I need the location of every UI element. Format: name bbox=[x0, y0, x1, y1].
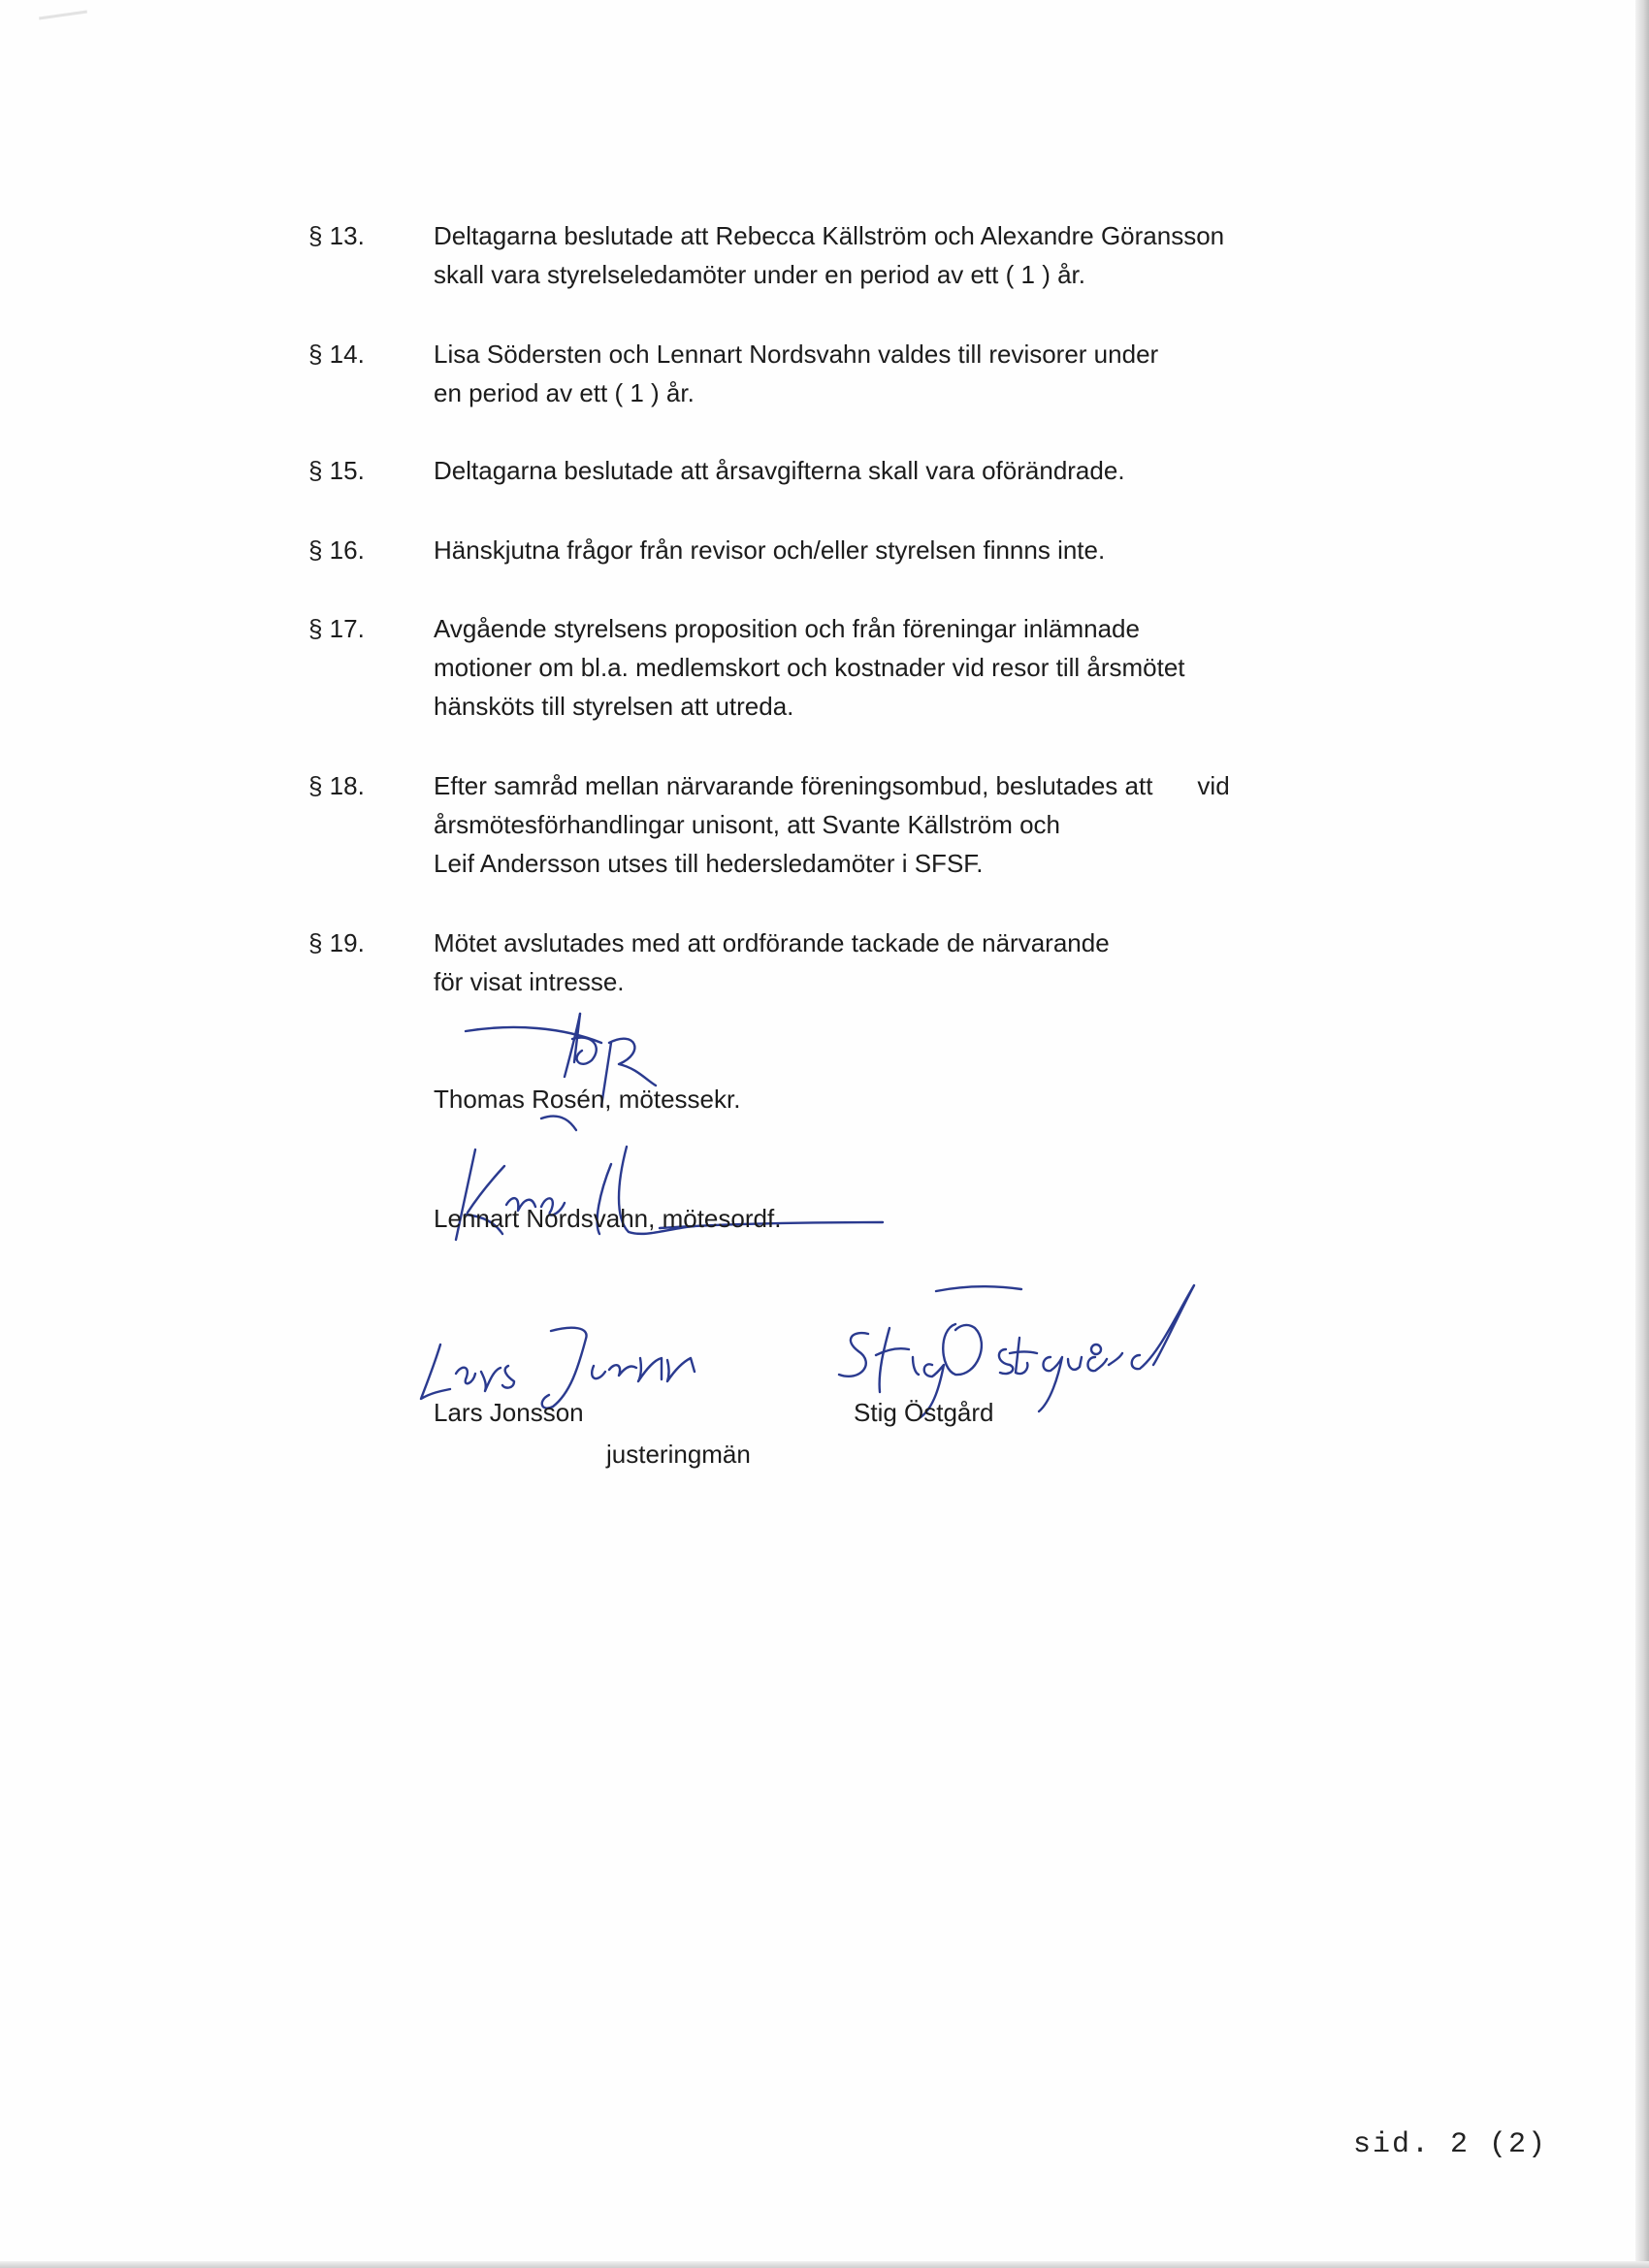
paragraph-text-19 bbox=[434, 923, 1307, 1001]
text-line: Deltagarna beslutade att Rebecca Källström och Alexandre Göransson bbox=[434, 221, 1225, 250]
paragraph-text-13 bbox=[434, 216, 1307, 294]
paragraph-text-17 bbox=[434, 609, 1307, 726]
paragraph-number-14: § 14. bbox=[308, 340, 365, 369]
adjusters-role: justeringmän bbox=[606, 1440, 751, 1469]
text-line-end: vid bbox=[1197, 771, 1230, 800]
text-line: en period av ett ( 1 ) år. bbox=[434, 378, 695, 407]
text-line: motioner om bl.a. medlemskort och kostnader vid resor till årsmötet bbox=[434, 653, 1185, 682]
text-line: skall vara styrelseledamöter under en period av ett ( 1 ) år. bbox=[434, 260, 1085, 289]
text-line: årsmötesförhandlingar unisont, att Svante Källström och bbox=[434, 810, 1061, 839]
paragraph-text-18 bbox=[434, 766, 1307, 883]
paragraph-number-17: § 17. bbox=[308, 614, 365, 643]
text-line: Efter samråd mellan närvarande föreningsombud, beslutades att bbox=[434, 771, 1153, 800]
scan-edge-bottom bbox=[0, 2261, 1649, 2268]
text-line: Avgående styrelsens proposition och från föreningar inlämnade bbox=[434, 614, 1140, 643]
secretary-name: Thomas Rosén, mötessekr. bbox=[434, 1085, 741, 1114]
paragraph-text-14 bbox=[434, 335, 1307, 412]
text-line: för visat intresse. bbox=[434, 967, 625, 996]
paragraph-text-16 bbox=[434, 531, 1307, 569]
paragraph-number-19: § 19. bbox=[308, 928, 365, 957]
paragraph-number-18: § 18. bbox=[308, 771, 365, 800]
scan-edge-right bbox=[1635, 0, 1649, 2268]
paragraph-text-15 bbox=[434, 451, 1307, 490]
text-line: Leif Andersson utses till hedersledamöter i SFSF. bbox=[434, 849, 984, 878]
chair-name: Lennart Nordsvahn, mötesordf. bbox=[434, 1204, 782, 1233]
paragraph-number-13: § 13. bbox=[308, 221, 365, 250]
adjuster-1-name: Lars Jonsson bbox=[434, 1398, 584, 1427]
text-line: hänsköts till styrelsen att utreda. bbox=[434, 692, 794, 721]
paragraph-number-15: § 15. bbox=[308, 456, 365, 485]
text-line: Hänskjutna frågor från revisor och/eller styrelsen finnns inte. bbox=[434, 535, 1106, 565]
scan-mark bbox=[39, 11, 87, 20]
signature-secretary bbox=[456, 1004, 708, 1140]
adjuster-2-name: Stig Östgård bbox=[854, 1398, 994, 1427]
text-line: Lisa Södersten och Lennart Nordsvahn valdes till revisorer under bbox=[434, 340, 1159, 369]
text-line: Deltagarna beslutade att årsavgifterna skall vara oförändrade. bbox=[434, 456, 1125, 485]
paragraph-number-16: § 16. bbox=[308, 535, 365, 565]
text-line: Mötet avslutades med att ordförande tackade de närvarande bbox=[434, 928, 1110, 957]
page-number: sid. 2 (2) bbox=[1353, 2128, 1548, 2161]
